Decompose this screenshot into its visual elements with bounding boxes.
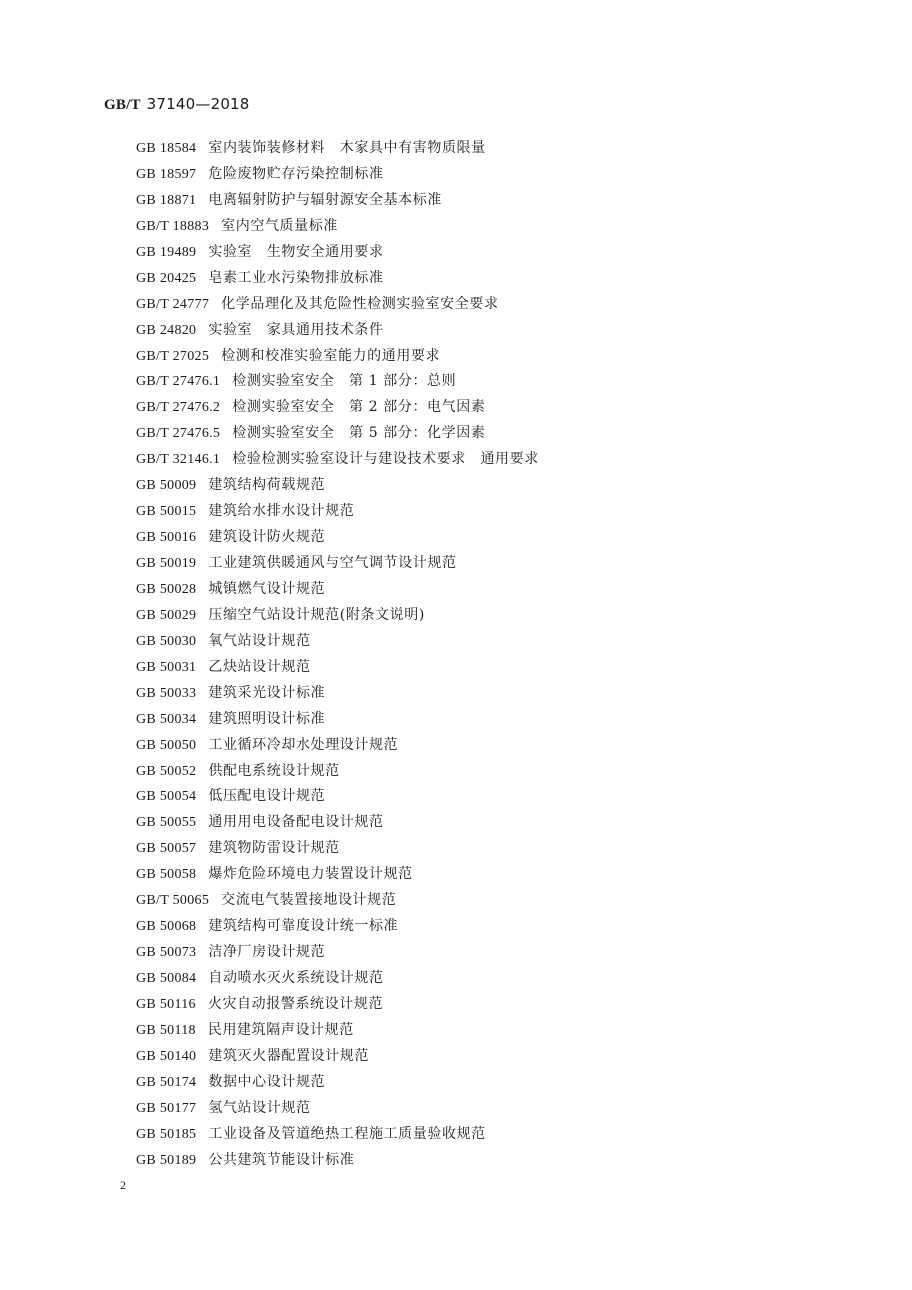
reference-item [136, 188, 539, 214]
reference-title: 民用建筑隔声设计规范 [207, 1021, 354, 1038]
reference-item [136, 551, 539, 577]
reference-item [136, 344, 539, 370]
reference-code: GB 50177 [136, 1100, 197, 1116]
reference-item [136, 655, 539, 681]
reference-title: 建筑照明设计标准 [208, 710, 326, 727]
reference-code: GB 50174 [136, 1074, 197, 1090]
reference-title: 工业循环冷却水处理设计规范 [208, 736, 399, 753]
reference-item [136, 992, 539, 1018]
reference-code: GB 50068 [136, 919, 197, 935]
reference-item [136, 784, 539, 810]
reference-title: 检验检测实验室设计与建设技术要求 通用要求 [232, 451, 539, 468]
reference-code: GB/T 27476.5 [136, 426, 221, 442]
reference-item [136, 162, 539, 188]
reference-title: 室内装饰装修材料 木家具中有害物质限量 [208, 140, 486, 156]
standard-header [104, 95, 250, 114]
reference-title: 交流电气装置接地设计规范 [221, 892, 397, 909]
reference-item [136, 1018, 539, 1044]
reference-item [136, 525, 539, 551]
reference-item [136, 369, 539, 395]
reference-title: 化学品理化及其危险性检测实验室安全要求 [221, 295, 499, 312]
reference-title: 建筑给水排水设计规范 [208, 503, 355, 520]
reference-title: 检测实验室安全 第 2 部分：电气因素 [232, 399, 486, 416]
reference-item [136, 914, 539, 940]
reference-code: GB/T 18883 [136, 218, 210, 234]
reference-code: GB/T 27476.1 [136, 374, 221, 390]
normative-reference-list [136, 136, 539, 1174]
reference-title: 数据中心设计规范 [208, 1073, 326, 1090]
reference-title: 供配电系统设计规范 [208, 762, 340, 779]
reference-item [136, 603, 539, 629]
reference-item [136, 1096, 539, 1122]
reference-title: 建筑灭火器配置设计规范 [208, 1047, 369, 1064]
reference-title: 实验室 生物安全通用要求 [208, 243, 384, 260]
reference-code: GB/T 27476.2 [136, 400, 221, 416]
reference-item [136, 1070, 539, 1096]
reference-item [136, 836, 539, 862]
reference-title: 氢气站设计规范 [208, 1099, 311, 1116]
reference-title: 建筑结构荷载规范 [208, 477, 326, 494]
reference-item [136, 136, 539, 162]
reference-code: GB 50030 [136, 633, 197, 649]
standard-prefix: GB/T [104, 97, 141, 113]
reference-code: GB 50034 [136, 711, 197, 727]
reference-code: GB/T 50065 [136, 893, 210, 909]
reference-item [136, 681, 539, 707]
reference-item [136, 447, 539, 473]
reference-code: GB 50052 [136, 763, 197, 779]
reference-code: GB 50118 [136, 1022, 196, 1038]
reference-code: GB 50058 [136, 867, 197, 883]
reference-code: GB/T 24777 [136, 296, 210, 312]
reference-item [136, 888, 539, 914]
reference-item [136, 940, 539, 966]
reference-code: GB 18584 [136, 141, 197, 156]
reference-title: 洁净厂房设计规范 [208, 944, 326, 961]
reference-title: 检测实验室安全 第 1 部分：总则 [232, 373, 457, 390]
reference-item [136, 240, 539, 266]
reference-code: GB 50029 [136, 607, 197, 623]
reference-code: GB/T 32146.1 [136, 452, 221, 468]
reference-code: GB 50019 [136, 556, 197, 571]
reference-code: GB 50031 [136, 659, 197, 675]
reference-item [136, 395, 539, 421]
reference-code: GB 50057 [136, 841, 197, 857]
reference-item [136, 707, 539, 733]
reference-title: 公共建筑节能设计标准 [208, 1151, 355, 1168]
reference-title: 皂素工业水污染物排放标准 [208, 269, 384, 286]
reference-item [136, 1122, 539, 1148]
reference-code: GB 50054 [136, 789, 197, 805]
reference-item [136, 318, 539, 344]
reference-code: GB 50073 [136, 945, 197, 961]
reference-title: 压缩空气站设计规范(附条文说明) [208, 606, 425, 623]
reference-item [136, 214, 539, 240]
reference-code: GB 50140 [136, 1048, 197, 1064]
reference-item [136, 473, 539, 499]
page-number: 2 [120, 1178, 126, 1192]
reference-code: GB 50015 [136, 504, 197, 520]
reference-item [136, 759, 539, 785]
reference-code: GB 50084 [136, 971, 197, 986]
reference-code: GB 50009 [136, 478, 197, 494]
reference-item [136, 499, 539, 525]
reference-item [136, 733, 539, 759]
reference-code: GB/T 27025 [136, 348, 210, 364]
standard-number: 37140—2018 [146, 95, 250, 113]
reference-title: 乙炔站设计规范 [208, 658, 311, 675]
reference-title: 检测实验室安全 第 5 部分：化学因素 [232, 425, 486, 442]
reference-title: 爆炸危险环境电力装置设计规范 [208, 866, 413, 883]
reference-item [136, 862, 539, 888]
reference-code: GB 18871 [136, 192, 197, 208]
reference-item [136, 1044, 539, 1070]
reference-item [136, 1148, 539, 1174]
reference-code: GB 50050 [136, 737, 197, 753]
reference-item [136, 577, 539, 603]
reference-item [136, 966, 539, 992]
reference-code: GB 50189 [136, 1152, 197, 1168]
reference-title: 城镇燃气设计规范 [208, 580, 326, 597]
reference-title: 检测和校准实验室能力的通用要求 [221, 347, 441, 364]
reference-item [136, 629, 539, 655]
reference-item [136, 810, 539, 836]
reference-title: 氧气站设计规范 [208, 632, 311, 649]
reference-title: 工业设备及管道绝热工程施工质量验收规范 [208, 1125, 486, 1142]
reference-title: 危险废物贮存污染控制标准 [208, 165, 384, 182]
reference-code: GB 50055 [136, 815, 197, 831]
reference-title: 室内空气质量标准 [221, 217, 338, 234]
reference-title: 通用用电设备配电设计规范 [208, 814, 384, 831]
reference-title: 自动喷水灭火系统设计规范 [208, 970, 384, 986]
reference-code: GB 24820 [136, 322, 197, 338]
reference-code: GB 50016 [136, 530, 197, 546]
reference-code: GB 50116 [136, 996, 196, 1012]
reference-title: 建筑设计防火规范 [208, 529, 326, 546]
reference-title: 建筑采光设计标准 [208, 684, 326, 701]
reference-code: GB 20425 [136, 270, 197, 286]
reference-title: 低压配电设计规范 [208, 788, 326, 805]
reference-code: GB 50185 [136, 1126, 197, 1142]
reference-item [136, 421, 539, 447]
reference-code: GB 18597 [136, 166, 197, 182]
reference-code: GB 19489 [136, 244, 197, 260]
reference-item [136, 292, 539, 318]
reference-title: 建筑结构可靠度设计统一标准 [208, 918, 399, 935]
reference-code: GB 50028 [136, 581, 197, 597]
reference-title: 电离辐射防护与辐射源安全基本标准 [208, 191, 442, 208]
reference-code: GB 50033 [136, 685, 197, 701]
reference-item [136, 266, 539, 292]
reference-title: 实验室 家具通用技术条件 [208, 321, 384, 338]
reference-title: 建筑物防雷设计规范 [208, 840, 340, 857]
reference-title: 火灾自动报警系统设计规范 [207, 995, 384, 1012]
reference-title: 工业建筑供暖通风与空气调节设计规范 [208, 555, 457, 571]
